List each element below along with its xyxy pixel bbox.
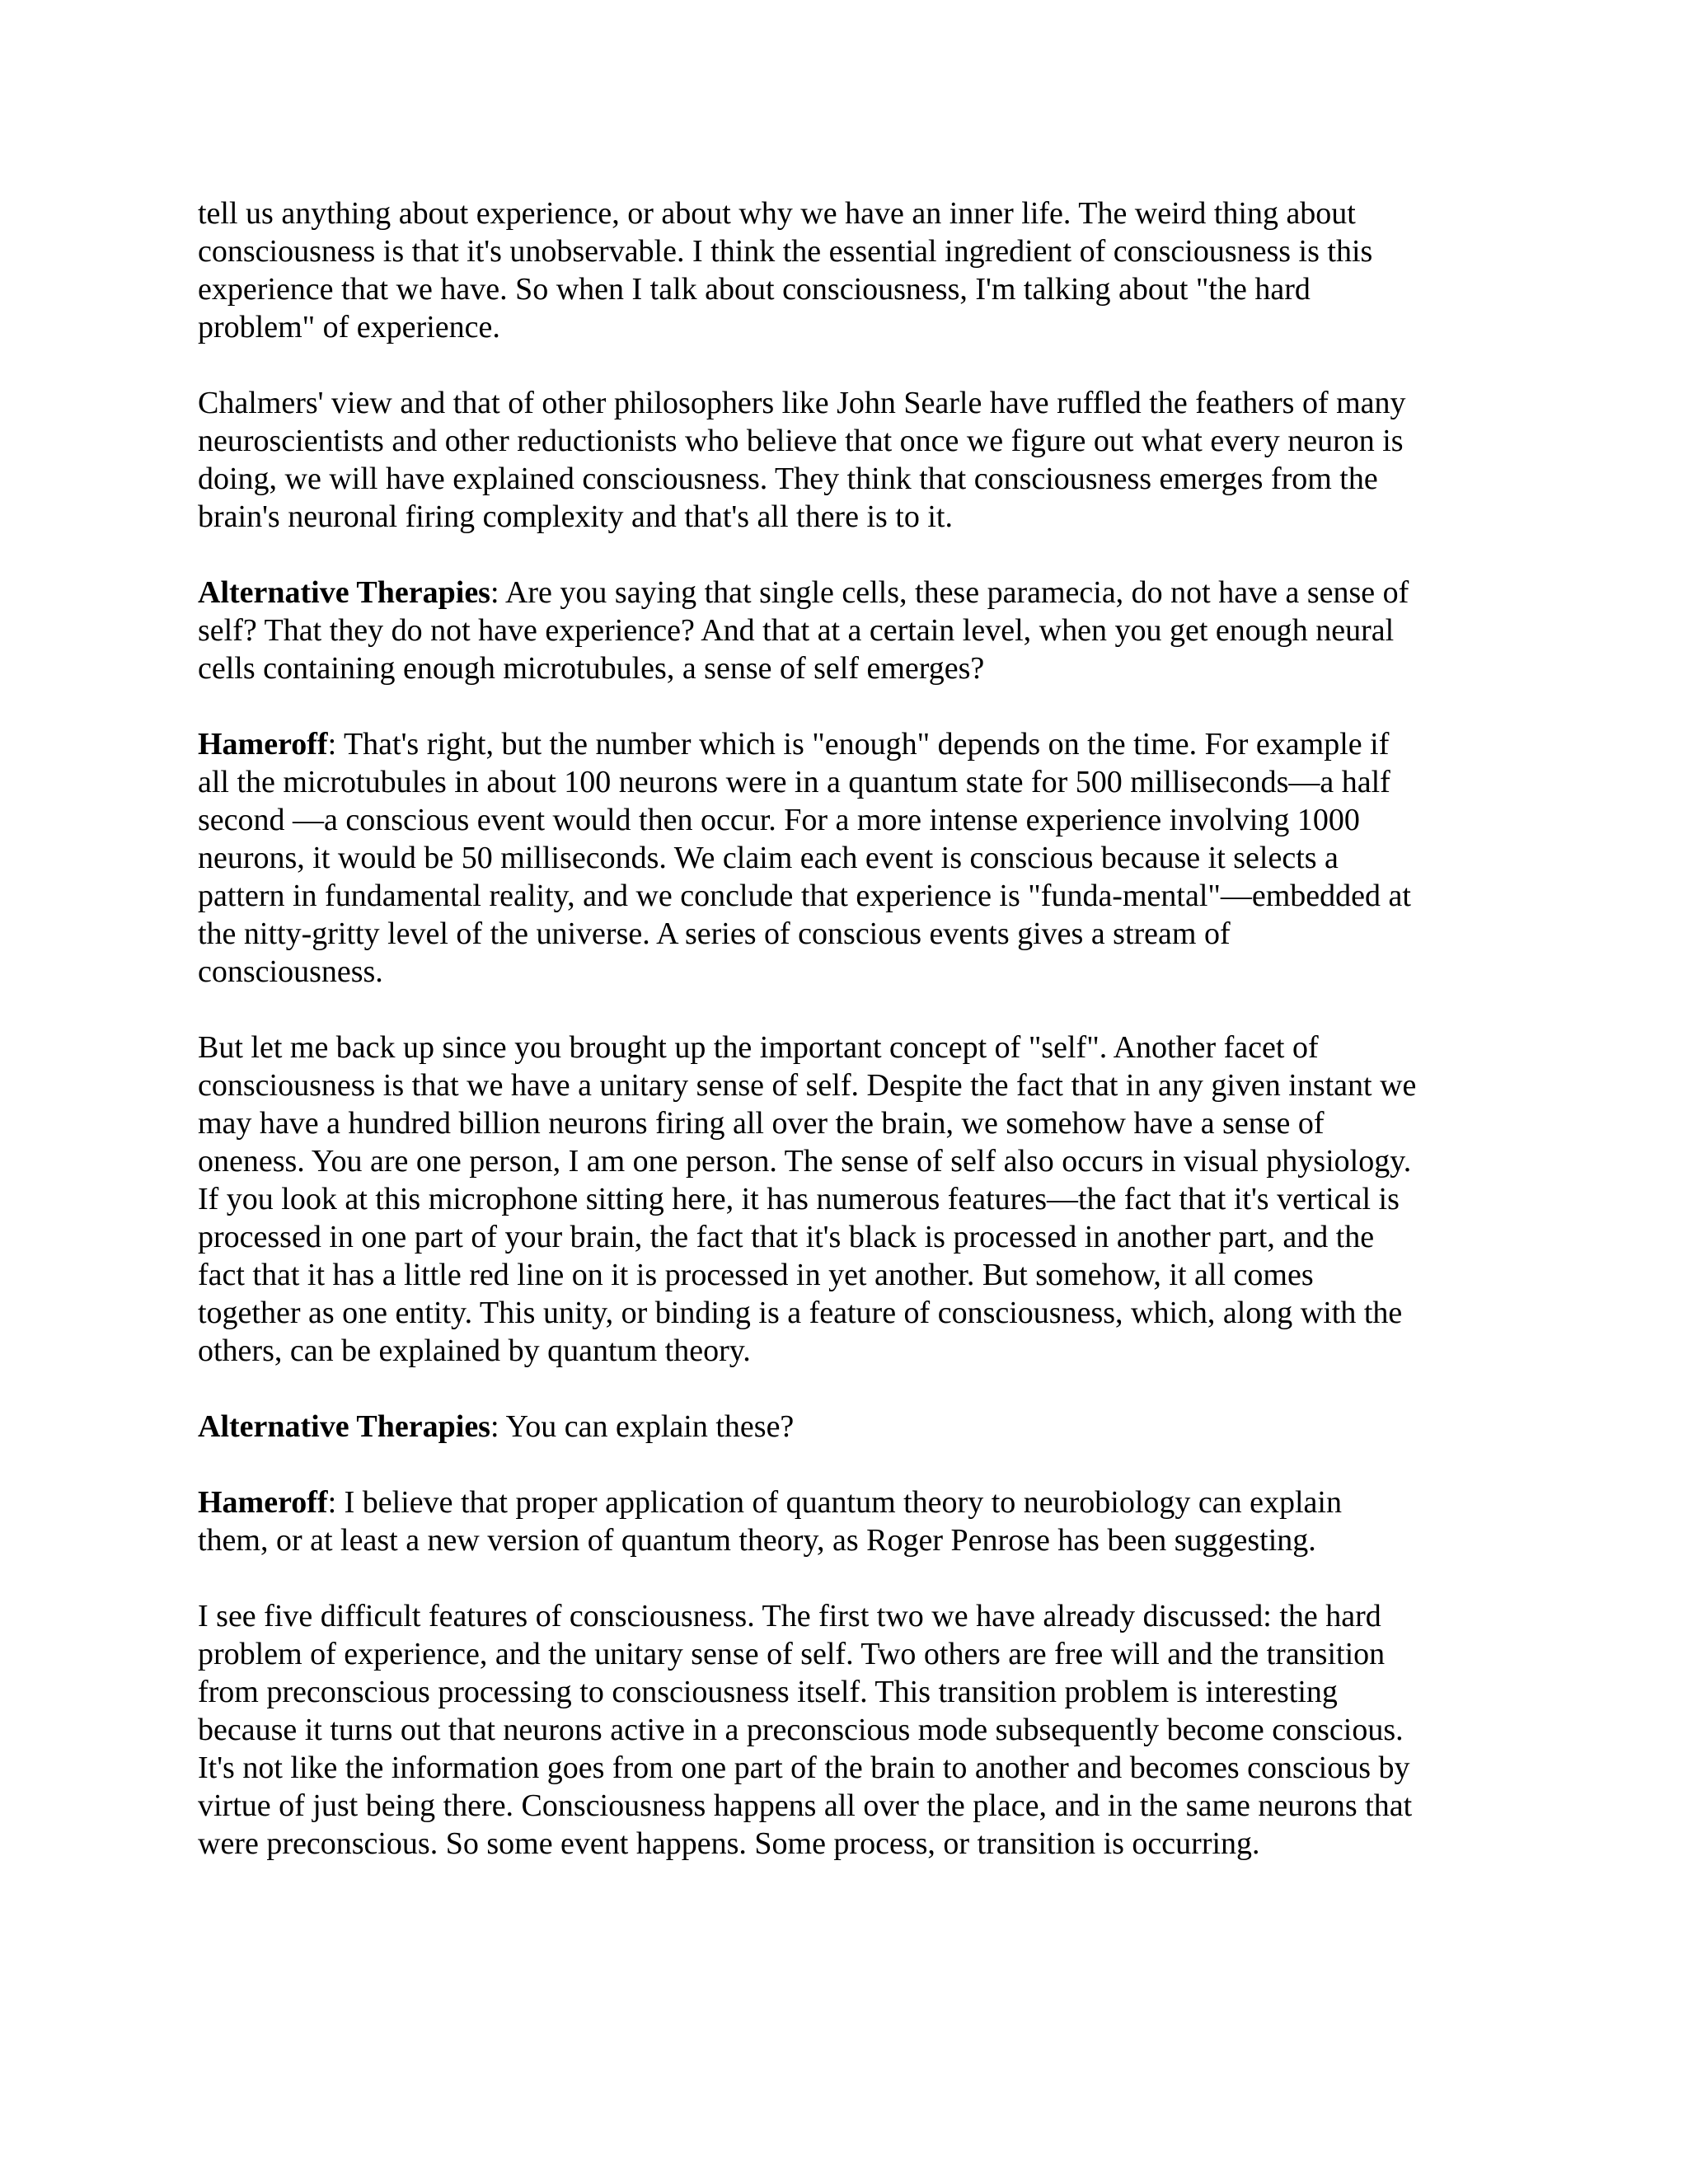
text-paragraph (198, 1597, 1517, 1863)
speaker-text: : Are you saying that single cells, these paramecia, do not have a sense of (490, 575, 1409, 610)
text-line: tell us anything about experience, or about why we have an inner life. The weird thing about (198, 196, 1356, 231)
text-line: problem of experience, and the unitary sense of self. Two others are free will and the transition (198, 1637, 1386, 1671)
text-line: because it turns out that neurons active in a preconscious mode subsequently become conscious. (198, 1713, 1404, 1747)
text-line: cells containing enough microtubules, a sense of self emerges? (198, 651, 985, 686)
text-line: Chalmers' view and that of other philosophers like John Searle have ruffled the feathers of many (198, 386, 1406, 420)
text-paragraph (198, 194, 1517, 346)
text-line: pattern in fundamental reality, and we conclude that experience is "funda-mental"—embedded at (198, 879, 1411, 913)
text-line: oneness. You are one person, I am one person. The sense of self also occurs in visual physiology. (198, 1144, 1412, 1179)
text-line: the nitty-gritty level of the universe. A series of conscious events gives a stream of (198, 916, 1231, 951)
text-line: consciousness. (198, 954, 383, 989)
speaker-name: Alternative Therapies (198, 575, 490, 610)
text-line: It's not like the information goes from one part of the brain to another and becomes conscious by (198, 1750, 1410, 1785)
text-line (198, 574, 1517, 612)
text-line: experience that we have. So when I talk about consciousness, I'm talking about "the hard (198, 272, 1311, 307)
text-line (198, 725, 1517, 763)
text-line: virtue of just being there. Consciousness happens all over the place, and in the same neurons that (198, 1788, 1413, 1823)
text-line: were preconscious. So some event happens. Some process, or transition is occurring. (198, 1826, 1260, 1861)
text-line: all the microtubules in about 100 neurons were in a quantum state for 500 milliseconds—a half (198, 765, 1390, 799)
dialogue-paragraph (198, 1408, 1517, 1446)
text-line: from preconscious processing to consciousness itself. This transition problem is interesting (198, 1675, 1338, 1709)
text-line: second —a conscious event would then occur. For a more intense experience involving 1000 (198, 803, 1360, 837)
dialogue-paragraph (198, 725, 1517, 991)
text-line: neuroscientists and other reductionists who believe that once we figure out what every neuron is (198, 424, 1404, 458)
speaker-text: : I believe that proper application of quantum theory to neurobiology can explain (327, 1485, 1342, 1520)
text-line: consciousness is that it's unobservable. I think the essential ingredient of consciousness is this (198, 234, 1373, 269)
text-line: brain's neuronal firing complexity and that's all there is to it. (198, 499, 953, 534)
text-paragraph (198, 384, 1517, 536)
speaker-name: Hameroff (198, 1485, 328, 1520)
text-paragraph (198, 1029, 1517, 1370)
text-line: others, can be explained by quantum theory. (198, 1333, 751, 1368)
text-line: fact that it has a little red line on it is processed in yet another. But somehow, it all comes (198, 1258, 1314, 1292)
speaker-text: : That's right, but the number which is "enough" depends on the time. For example if (327, 727, 1390, 762)
speaker-text: : You can explain these? (490, 1409, 795, 1444)
text-line: together as one entity. This unity, or binding is a feature of consciousness, which, along with the (198, 1296, 1403, 1330)
text-line (198, 1408, 1517, 1446)
text-line: doing, we will have explained consciousness. They think that consciousness emerges from the (198, 462, 1378, 496)
text-line: I see five difficult features of consciousness. The first two we have already discussed: the hard (198, 1599, 1381, 1633)
text-line: But let me back up since you brought up the important concept of "self". Another facet of (198, 1030, 1319, 1065)
text-line (198, 1483, 1517, 1521)
text-line: may have a hundred billion neurons firing all over the brain, we somehow have a sense of (198, 1106, 1325, 1141)
document-page (198, 194, 1517, 1900)
dialogue-paragraph (198, 574, 1517, 687)
dialogue-paragraph (198, 1483, 1517, 1559)
text-line: neurons, it would be 50 milliseconds. We claim each event is conscious because it selects a (198, 841, 1339, 875)
speaker-name: Alternative Therapies (198, 1409, 490, 1444)
text-line: problem" of experience. (198, 310, 500, 344)
text-line: If you look at this microphone sitting here, it has numerous features—the fact that it's vertical is (198, 1182, 1400, 1216)
text-line: processed in one part of your brain, the fact that it's black is processed in another part, and the (198, 1220, 1375, 1254)
text-line: self? That they do not have experience? And that at a certain level, when you get enough neural (198, 613, 1395, 648)
text-line: them, or at least a new version of quantum theory, as Roger Penrose has been suggesting. (198, 1523, 1316, 1558)
speaker-name: Hameroff (198, 727, 328, 762)
text-line: consciousness is that we have a unitary sense of self. Despite the fact that in any given instant we (198, 1068, 1417, 1103)
